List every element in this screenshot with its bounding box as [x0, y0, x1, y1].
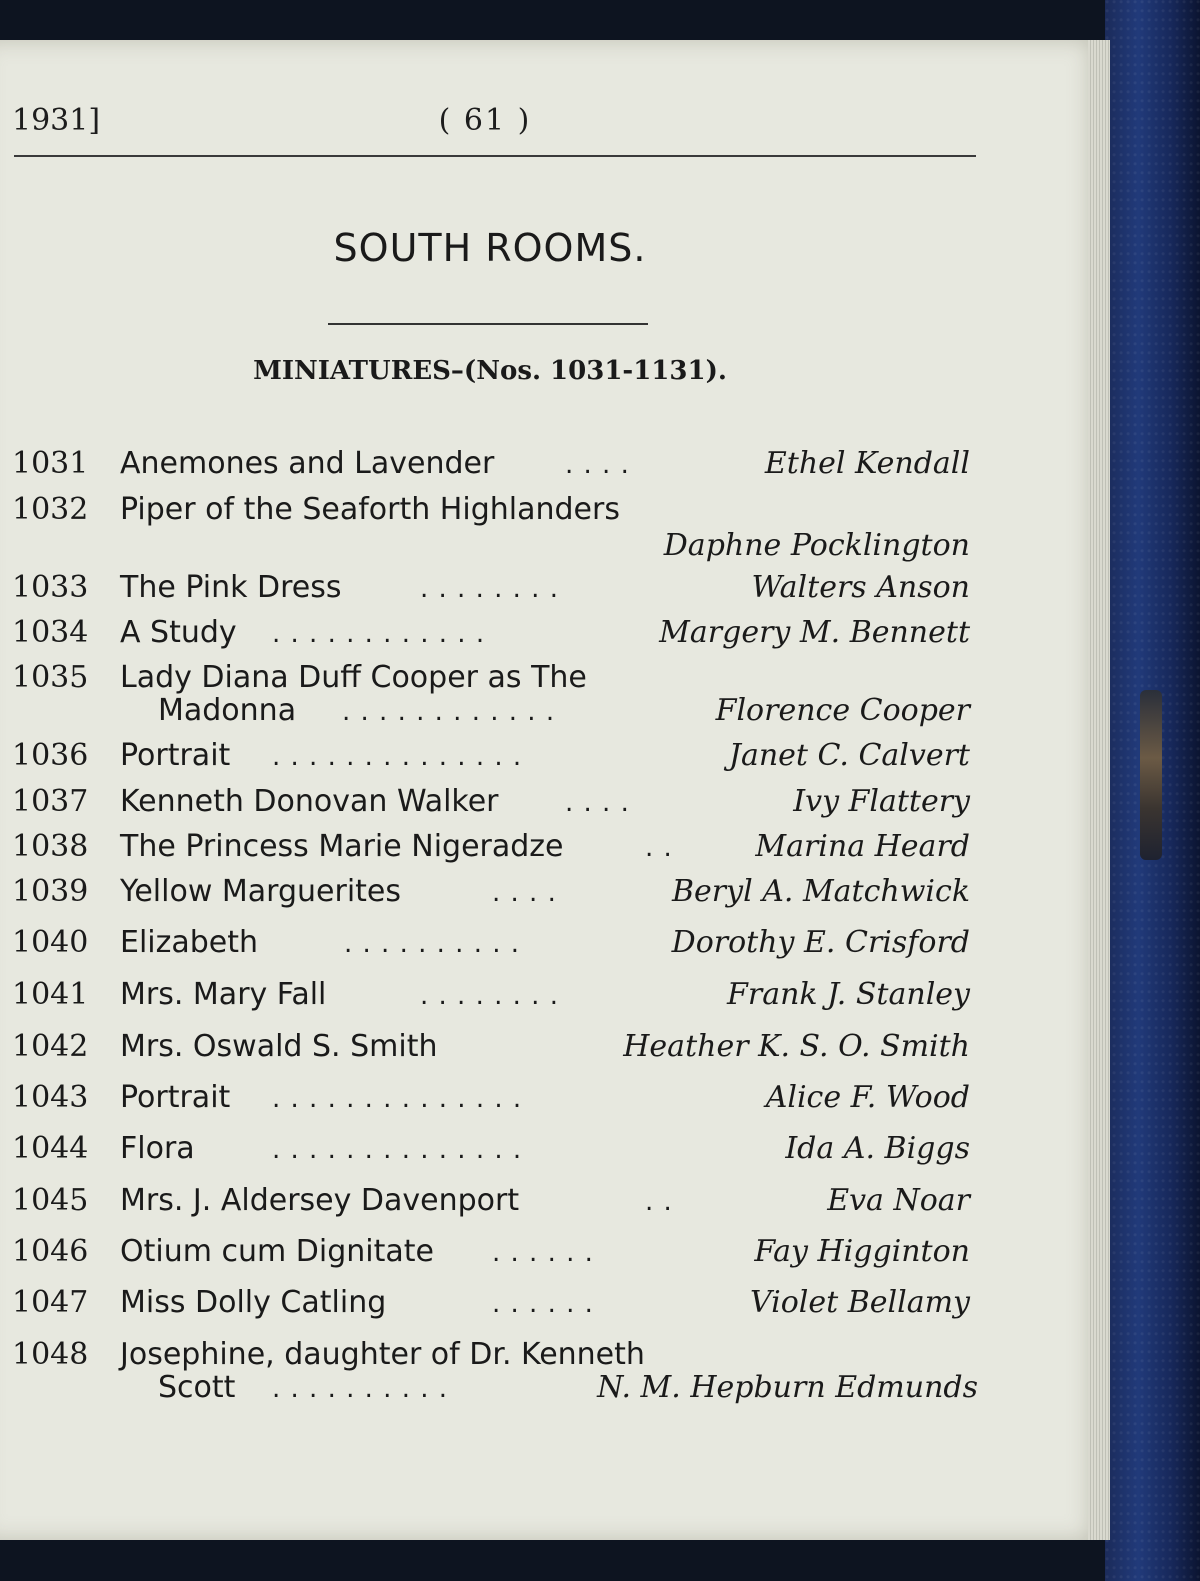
entry-artist: Margery M. Bennett: [659, 615, 970, 650]
entry-number: 1041: [12, 977, 89, 1012]
leader-dots: . . . . . .: [492, 1238, 594, 1268]
entry-number: 1040: [12, 925, 89, 960]
leader-dots: . . . . . . . . . . . . . .: [272, 742, 523, 772]
entry-number: 1043: [12, 1080, 89, 1115]
entry-number: 1048: [12, 1337, 89, 1372]
book-clasp: [1140, 690, 1162, 860]
entry-artist: Ida A. Biggs: [785, 1131, 970, 1166]
entry-artist: Eva Noar: [827, 1183, 970, 1218]
leader-dots: . . . .: [565, 450, 630, 480]
entry-artist: Daphne Pocklington: [663, 528, 970, 563]
page-stack-edge: [1088, 40, 1110, 1540]
entry-artist: Ivy Flattery: [793, 784, 970, 819]
entry-title: Portrait: [120, 1080, 231, 1115]
entry-title: The Pink Dress: [120, 570, 342, 605]
entry-title-continued: Madonna: [158, 693, 297, 728]
entry-number: 1036: [12, 738, 89, 773]
entry-number: 1035: [12, 660, 89, 695]
leader-dots: . . . . . . . .: [420, 574, 559, 604]
leader-dots: . . . . . . . . . . . . . .: [272, 1135, 523, 1165]
entry-title: Mrs. Mary Fall: [120, 977, 327, 1012]
entry-artist: Alice F. Wood: [765, 1080, 970, 1115]
entry-artist: Frank J. Stanley: [727, 977, 970, 1012]
entry-number: 1033: [12, 570, 89, 605]
entry-title: Miss Dolly Catling: [120, 1285, 387, 1320]
entry-artist: Marina Heard: [755, 829, 970, 864]
entry-number: 1047: [12, 1285, 89, 1320]
entry-number: 1046: [12, 1234, 89, 1269]
entry-title-continued: Scott: [158, 1370, 236, 1405]
entry-artist: Florence Cooper: [715, 693, 970, 728]
leader-dots: . .: [645, 1187, 673, 1217]
entry-artist: Janet C. Calvert: [728, 738, 970, 773]
entry-artist: Walters Anson: [751, 570, 970, 605]
entry-title: Portrait: [120, 738, 231, 773]
entry-title: Otium cum Dignitate: [120, 1234, 434, 1269]
entry-number: 1042: [12, 1029, 89, 1064]
entry-number: 1034: [12, 615, 89, 650]
leader-dots: . . . . . . . . . .: [344, 929, 521, 959]
entry-title: Lady Diana Duff Cooper as The: [120, 660, 587, 695]
entry-title: The Princess Marie Nigeradze: [120, 829, 564, 864]
leader-dots: . . . . . . . . . . . .: [342, 697, 556, 727]
entry-artist: Beryl A. Matchwick: [672, 874, 970, 909]
entry-title: A Study: [120, 615, 237, 650]
entry-title: Elizabeth: [120, 925, 259, 960]
entry-title: Mrs. J. Aldersey Davenport: [120, 1183, 520, 1218]
entry-artist: Violet Bellamy: [749, 1285, 970, 1320]
page-number: ( 61 ): [438, 103, 532, 138]
subheading: MINIATURES–(Nos. 1031-1131).: [253, 356, 727, 386]
leader-dots: . . . . . . . .: [420, 981, 559, 1011]
leader-dots: . . . . . . . . . . . . . .: [272, 1084, 523, 1114]
leader-dots: . . . .: [565, 788, 630, 818]
leader-dots: . . . . . .: [492, 1289, 594, 1319]
entry-title: Yellow Marguerites: [120, 874, 402, 909]
entry-title: Flora: [120, 1131, 195, 1166]
section-title: SOUTH ROOMS.: [333, 226, 647, 270]
header-year: 1931]: [12, 103, 101, 138]
entry-title: Mrs. Oswald S. Smith: [120, 1029, 438, 1064]
entry-number: 1038: [12, 829, 89, 864]
entry-number: 1045: [12, 1183, 89, 1218]
entry-title: Anemones and Lavender: [120, 446, 495, 481]
entry-number: 1032: [12, 492, 89, 527]
entry-artist: Fay Higginton: [754, 1234, 970, 1269]
entry-artist: Dorothy E. Crisford: [671, 925, 970, 960]
entry-title: Kenneth Donovan Walker: [120, 784, 499, 819]
entry-artist: N. M. Hepburn Edmunds: [597, 1370, 978, 1405]
entry-number: 1037: [12, 784, 89, 819]
leader-dots: . . . .: [492, 878, 557, 908]
leader-dots: . .: [645, 833, 673, 863]
entry-artist: Ethel Kendall: [764, 446, 970, 481]
entry-number: 1039: [12, 874, 89, 909]
entry-artist: Heather K. S. O. Smith: [623, 1029, 970, 1064]
leader-dots: . . . . . . . . . .: [272, 1374, 449, 1404]
entry-number: 1031: [12, 446, 89, 481]
leader-dots: . . . . . . . . . . . .: [272, 619, 486, 649]
entry-title: Josephine, daughter of Dr. Kenneth: [120, 1337, 645, 1372]
entry-number: 1044: [12, 1131, 89, 1166]
entry-title: Piper of the Seaforth Highlanders: [120, 492, 620, 527]
